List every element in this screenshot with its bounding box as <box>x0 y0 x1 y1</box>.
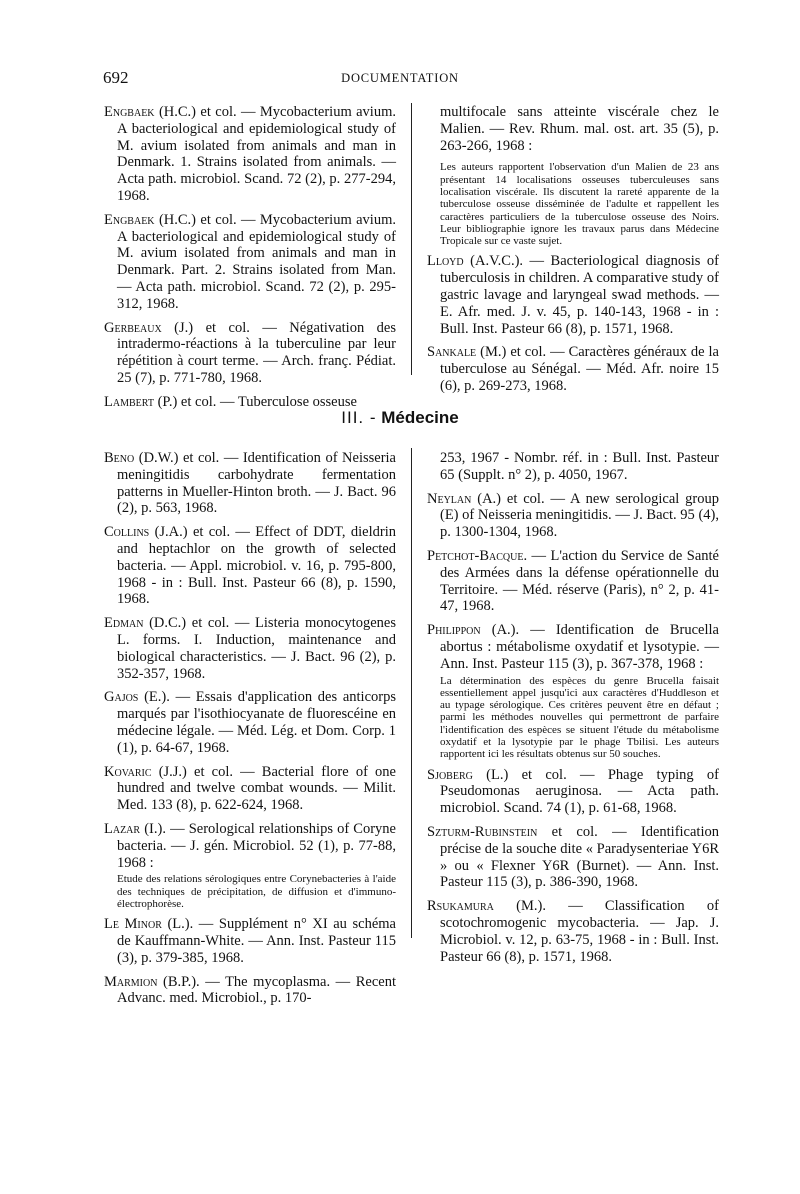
entry-author: Lloyd <box>427 253 464 270</box>
entry-text: (J.J.) et col. — Bacterial flore of one hundred and twelve combat wounds. — Milit. Med. 133 (8), p. 622-624, 1968. <box>117 763 396 814</box>
entry-summary: La détermination des espèces du genre Brucella faisait essentiellement appel jusqu'ici aux caractères d'Huddleson et au typage sérologique. Ces critères peuvent être en défaut ; parmi les méthodes nouvelles qui permettront de parfaire l'identification des espèces se situent l'étude du métabolisme oxydatif et la lysotypie par le phage Tbilisi. Les auteurs rapportent ici les résultats obtenus sur 50 souches. <box>440 674 719 761</box>
entry-author: Sjoberg <box>427 766 473 783</box>
entry-summary: Etude des relations sérologiques entre Corynebacteries à l'aide des techniques de précipitation, de diffusion et d'immuno-électrophorèse. <box>117 873 396 910</box>
entry-continuation: 253, 1967 - Nombr. réf. in : Bull. Inst. Pasteur 65 (Supplt. n° 2), p. 4050, 1967. <box>440 450 719 483</box>
entry-author: Engbaek <box>104 211 155 228</box>
entry-text: (E.). — Essais d'application des anticorps marqués par l'isothiocyanate de fluorescéine en médecine légale. — Méd. Lég. et Dom. Corp. 1 (1), p. 64-67, 1968. <box>117 689 396 756</box>
entry-author: Lambert <box>104 393 154 410</box>
entry-continuation: multifocale sans atteinte viscérale chez le Malien. — Rev. Rhum. mal. ost. art. 35 (5), p. 263-266, 1968 : <box>440 104 719 154</box>
column-divider-bottom <box>411 448 412 938</box>
bottom-right-column <box>427 450 719 972</box>
bibliography-entry <box>427 548 719 615</box>
entry-text: . — L'action du Service de Santé des Armées dans la défense opérationnelle du Territoire. — Méd. réserve (Paris), n° 2, p. 41-47, 1968. <box>440 547 719 615</box>
entry-author: Gajos <box>104 689 139 706</box>
section-title: Médecine <box>381 408 459 427</box>
entry-author: Gerbeaux <box>104 319 162 336</box>
entry-text: (H.C.) et col. — Mycobacterium avium. A bacteriological and epidemiological study of M. avium isolated from animals and man in Denmark. 1. Strains isolated from animals. — Acta path. microbiol. Scand. 72 (2), p. 277-294, 1968. <box>117 104 396 204</box>
entry-text: (H.C.) et col. — Mycobacterium avium. A bacteriological and epidemiological study of M. avium isolated from animals and man in Denmark. Part. 2. Strains isolated from Man. — Acta path. microbiol. Scand. 72 (2), p. 295-312, 1968. <box>117 211 396 312</box>
bibliography-entry <box>427 898 719 965</box>
entry-text: (L.). — Supplément n° XI au schéma de Kauffmann-White. — Ann. Inst. Pasteur 115 (3), p. 379-385, 1968. <box>117 916 396 966</box>
bibliography-entry <box>427 824 719 891</box>
bibliography-entry <box>427 767 719 817</box>
entry-author: Rsukamura <box>427 898 494 915</box>
entry-text: (M.) et col. — Caractères généraux de la tuberculose au Sénégal. — Méd. Afr. noire 15 (6), p. 269-273, 1968. <box>440 344 719 395</box>
entry-author: Kovaric <box>104 763 152 780</box>
entry-text: (D.C.) et col. — Listeria monocytogenes L. forms. I. Induction, maintenance and biological characteristics. — J. Bact. 96 (2), p. 352-357, 1968. <box>117 615 396 682</box>
entry-author: Lazar <box>104 820 141 837</box>
bibliography-entry <box>427 491 719 541</box>
bibliography-entry <box>104 821 396 871</box>
entry-text: (A.) et col. — A new serological group (E) of Neisseria meningitidis. — J. Bact. 95 (4), p. 1300-1304, 1968. <box>440 490 719 541</box>
entry-author: Engbaek <box>104 104 155 120</box>
section-number: III. - <box>341 408 377 427</box>
entry-summary: Les auteurs rapportent l'observation d'un Malien de 23 ans présentant 14 localisations osseuses tuberculeuses sans localisation viscérale. Ils discutent la rareté apparente de la tuberculose osseuse disséminée de l'adulte et rappellent les caractères particuliers de la tuberculose osseuse des Noirs. Leur bibliographie ignore les travaux parus dans Médecine Tropicale sur ce vaste sujet. <box>440 161 719 248</box>
entry-author: Le Minor <box>104 916 162 933</box>
entry-text: (B.P.). — The mycoplasma. — Recent Advanc. med. Microbiol., p. 170- <box>117 973 396 1007</box>
entry-text: (A.). — Identification de Brucella abortus : métabolisme oxydatif et lysotypie. — Ann. Inst. Pasteur 115 (3), p. 367-378, 1968 : <box>440 622 719 672</box>
bibliography-entry <box>427 622 719 672</box>
bottom-left-column <box>104 450 396 1014</box>
bibliography-entry <box>104 212 396 313</box>
section-heading <box>0 408 800 428</box>
bibliography-entry <box>104 104 396 205</box>
entry-author: Sankale <box>427 344 477 361</box>
bibliography-entry <box>104 524 396 608</box>
entry-text: (D.W.) et col. — Identification of Neisseria meningitidis carbohydrate fermentation patterns in Mueller-Hinton broth. — J. Bact. 96 (2), p. 563, 1968. <box>117 450 396 517</box>
entry-author: Szturm-Rubinstein <box>427 824 538 841</box>
entry-author: Collins <box>104 524 150 541</box>
entry-text: (J.) et col. — Négativation des intradermo-réactions à la tuberculine par leur répétition à court terme. — Arch. franç. Pédiat. 25 (7), p. 771-780, 1968. <box>117 319 396 386</box>
bibliography-entry <box>427 344 719 394</box>
entry-text: (J.A.) et col. — Effect of DDT, dieldrin and heptachlor on the growth of selected bacteria. — Appl. microbiol. v. 16, p. 795-800, 1968 - in : Bull. Inst. Pasteur 66 (8), p. 1590, 1968. <box>117 524 396 608</box>
bibliography-entry <box>427 253 719 337</box>
entry-text: (P.) et col. — Tuberculose osseuse <box>153 393 357 410</box>
running-head: DOCUMENTATION <box>341 71 459 85</box>
entry-text: (L.) et col. — Phage typing of Pseudomonas aeruginosa. — Acta path. microbiol. Scand. 74 (1), p. 61-68, 1968. <box>440 766 719 817</box>
bibliography-entry <box>104 450 396 517</box>
bibliography-entry <box>104 916 396 966</box>
entry-text: et col. — Identification précise de la souche dite « Paradysenteriae Y6R » ou « Flexner Y6R (Burnet). — Ann. Inst. Pasteur 115 (3), p. 386-390, 1968. <box>440 824 719 891</box>
entry-text: (A.V.C.). — Bacteriological diagnosis of tuberculosis in children. A comparative study of gastric lavage and laryngeal swad methods. — E. Afr. med. J. v. 45, p. 140-143, 1968 - in : Bull. Inst. Pasteur 66 (8), p. 1571, 1968. <box>440 253 719 337</box>
bibliography-entry <box>104 974 396 1008</box>
bibliography-entry <box>104 689 396 756</box>
column-divider-top <box>411 103 412 375</box>
top-right-column <box>427 104 719 402</box>
entry-text: (M.). — Classification of scotochromogenic mycobacteria. — Jap. J. Microbiol. v. 12, p. 63-75, 1968 - in : Bull. Inst. Pasteur 66 (8), p. 1571, 1968. <box>440 898 719 965</box>
entry-author: Philippon <box>427 622 481 639</box>
entry-author: Petchot-Bacque <box>427 547 524 564</box>
entry-author: Marmion <box>104 973 158 990</box>
entry-author: Edman <box>104 615 144 632</box>
bibliography-entry <box>104 764 396 814</box>
entry-author: Beno <box>104 450 135 466</box>
entry-text: (I.). — Serological relationships of Coryne bacteria. — J. gén. Microbiol. 52 (1), p. 77-88, 1968 : <box>117 820 396 871</box>
page-number: 692 <box>103 68 129 87</box>
bibliography-entry <box>104 320 396 387</box>
top-left-column <box>104 104 396 418</box>
bibliography-entry <box>104 615 396 682</box>
entry-author: Neylan <box>427 490 472 507</box>
